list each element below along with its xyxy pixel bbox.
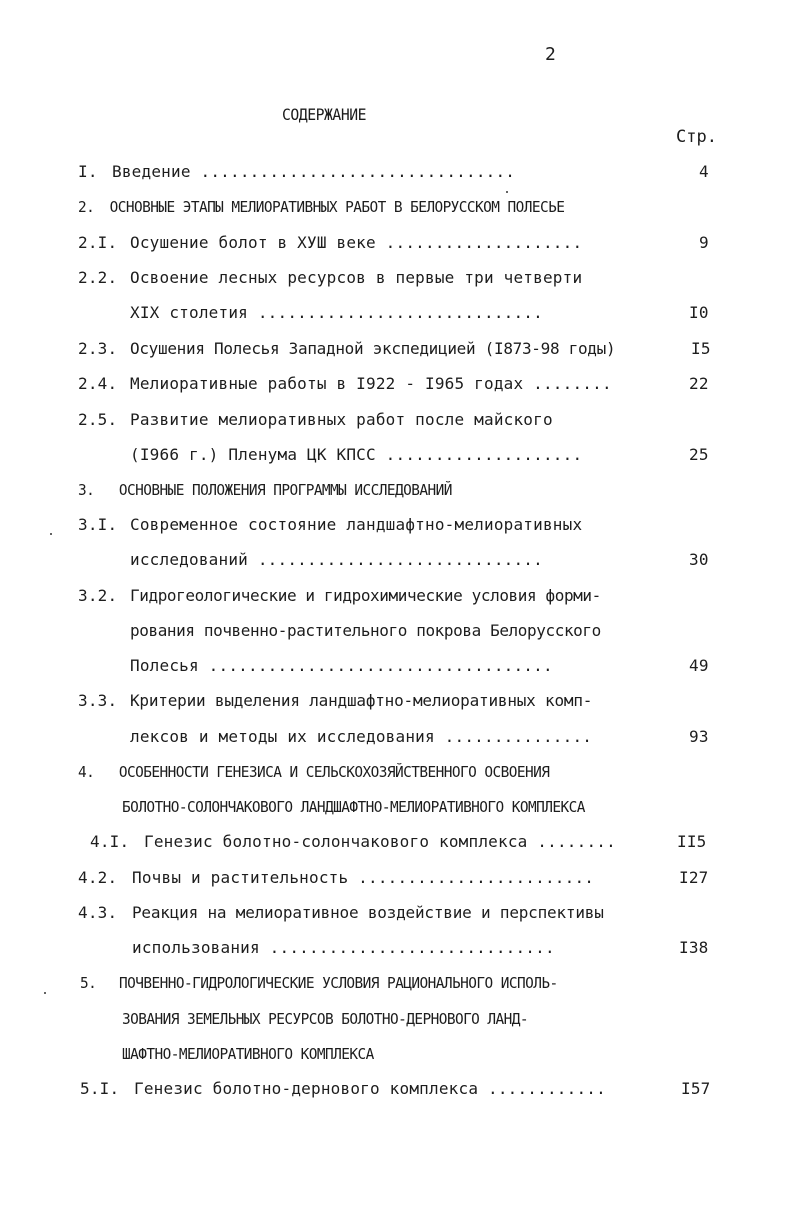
toc-entry-text: Генезис болотно-солончакового комплекса ........ — [144, 832, 616, 851]
toc-entry-continuation: Полесья ................................... — [130, 656, 553, 675]
toc-entry-number: 2.5. — [78, 410, 118, 429]
toc-entry[interactable] — [78, 339, 615, 359]
toc-entry[interactable] — [90, 832, 616, 852]
toc-entry-continuation: лексов и методы их исследования ............... — [130, 727, 593, 746]
toc-entry-continuation: XIX столетия ............................. — [130, 303, 543, 322]
toc-entry-continuation: использования ............................. — [132, 938, 555, 957]
toc-entry-page: 9 — [699, 233, 709, 252]
toc-entry[interactable] — [78, 410, 553, 430]
toc-entry-number: 5.I. — [80, 1079, 120, 1098]
toc-entry-text: Современное состояние ландшафтно-мелиоративных — [130, 515, 583, 534]
toc-entry-number: 3.3. — [78, 691, 118, 710]
page-column-label: Стр. — [676, 127, 717, 147]
toc-entry-text: Гидрогеологические и гидрохимические условия форми- — [130, 586, 601, 605]
scan-speck — [44, 992, 46, 994]
toc-entry-number: 3.I. — [78, 515, 118, 534]
toc-entry-text: Осушение болот в ХУШ веке .................... — [130, 233, 583, 252]
toc-entry-text: ПОЧВЕННО-ГИДРОЛОГИЧЕСКИЕ УСЛОВИЯ РАЦИОНАЛЬНОГО ИСПОЛЬ- — [119, 974, 558, 992]
toc-entry-page: 93 — [689, 727, 709, 746]
toc-section-heading[interactable] — [78, 480, 452, 500]
toc-heading-continuation: ЗОВАНИЯ ЗЕМЕЛЬНЫХ РЕСУРСОВ БОЛОТНО-ДЕРНОВОГО ЛАНД- — [122, 1010, 529, 1028]
toc-entry-number: 2. — [78, 198, 95, 216]
page-number: 2 — [545, 44, 556, 65]
toc-entry-page: 4 — [699, 162, 709, 181]
toc-heading-continuation: ШАФТНО-МЕЛИОРАТИВНОГО КОМПЛЕКСА — [122, 1045, 374, 1063]
toc-entry-number: 2.3. — [78, 339, 118, 358]
toc-entry-page: I57 — [681, 1079, 711, 1098]
toc-entry-text: Мелиоративные работы в I922 - I965 годах ........ — [130, 374, 612, 393]
toc-section-heading[interactable] — [78, 762, 549, 782]
toc-entry-number: 4. — [78, 763, 95, 781]
toc-entry-number: 3.2. — [78, 586, 118, 605]
toc-entry[interactable] — [78, 268, 582, 288]
toc-entry-text: Осушения Полесья Западной экспедицией (I873-98 годы) — [130, 339, 616, 358]
toc-entry-page: II5 — [677, 832, 707, 851]
scan-speck — [50, 533, 52, 535]
toc-entry-number: 4.2. — [78, 868, 118, 887]
toc-entry-number: 2.I. — [78, 233, 118, 252]
toc-entry-text: ОСНОВНЫЕ ЭТАПЫ МЕЛИОРАТИВНЫХ РАБОТ В БЕЛОРУССКОМ ПОЛЕСЬЕ — [109, 198, 565, 216]
toc-entry-number: 5. — [80, 974, 97, 992]
toc-entry-number: 2.4. — [78, 374, 118, 393]
toc-section-heading[interactable] — [78, 197, 564, 217]
toc-entry-text: Освоение лесных ресурсов в первые три четверти — [130, 268, 583, 287]
toc-entry-text: Почвы и растительность ........................ — [132, 868, 595, 887]
toc-entry[interactable] — [78, 903, 604, 923]
toc-entry-page: I38 — [679, 938, 709, 957]
toc-entry-text: Реакция на мелиоративное воздействие и перспективы — [132, 903, 604, 922]
toc-entry-number: 3. — [78, 481, 95, 499]
toc-entry-page: 25 — [689, 445, 709, 464]
toc-entry[interactable] — [78, 374, 612, 394]
toc-entry-continuation: исследований ............................. — [130, 550, 543, 569]
toc-title: СОДЕРЖАНИЕ — [282, 105, 367, 124]
toc-entry-introduction[interactable] — [78, 162, 515, 182]
toc-entry-continuation: рования почвенно-растительного покрова Белорусского — [130, 621, 601, 640]
toc-entry[interactable] — [78, 868, 594, 888]
toc-entry-number: 4.3. — [78, 903, 118, 922]
toc-entry-number: I. — [78, 162, 98, 181]
toc-entry-page: I0 — [689, 303, 709, 322]
toc-entry-text: Введение ................................ — [112, 162, 516, 181]
toc-entry-text: Критерии выделения ландшафтно-мелиоративных комп- — [130, 691, 593, 710]
toc-entry-page: 49 — [689, 656, 709, 675]
toc-entry-text: Генезис болотно-дернового комплекса ............ — [134, 1079, 606, 1098]
toc-entry-text: Развитие мелиоративных работ после майского — [130, 410, 553, 429]
toc-entry[interactable] — [78, 233, 582, 253]
toc-entry[interactable] — [78, 586, 601, 606]
scan-speck — [506, 191, 508, 193]
toc-heading-continuation: БОЛОТНО-СОЛОНЧАКОВОГО ЛАНДШАФТНО-МЕЛИОРАТИВНОГО КОМПЛЕКСА — [122, 798, 585, 816]
toc-entry-text: ОСОБЕННОСТИ ГЕНЕЗИСА И СЕЛЬСКОХОЗЯЙСТВЕННОГО ОСВОЕНИЯ — [118, 763, 550, 781]
toc-entry-page: I27 — [679, 868, 709, 887]
toc-entry[interactable] — [80, 1079, 606, 1099]
toc-entry-number: 4.I. — [90, 832, 130, 851]
toc-entry-number: 2.2. — [78, 268, 118, 287]
toc-entry-continuation: (I966 г.) Пленума ЦК КПСС .................... — [130, 445, 583, 464]
toc-entry[interactable] — [78, 515, 582, 535]
toc-entry-page: 30 — [689, 550, 709, 569]
toc-entry-page: I5 — [691, 339, 711, 358]
toc-entry-text: ОСНОВНЫЕ ПОЛОЖЕНИЯ ПРОГРАММЫ ИССЛЕДОВАНИЙ — [118, 481, 452, 499]
toc-entry[interactable] — [78, 691, 592, 711]
toc-entry-page: 22 — [689, 374, 709, 393]
toc-section-heading[interactable] — [80, 973, 558, 993]
